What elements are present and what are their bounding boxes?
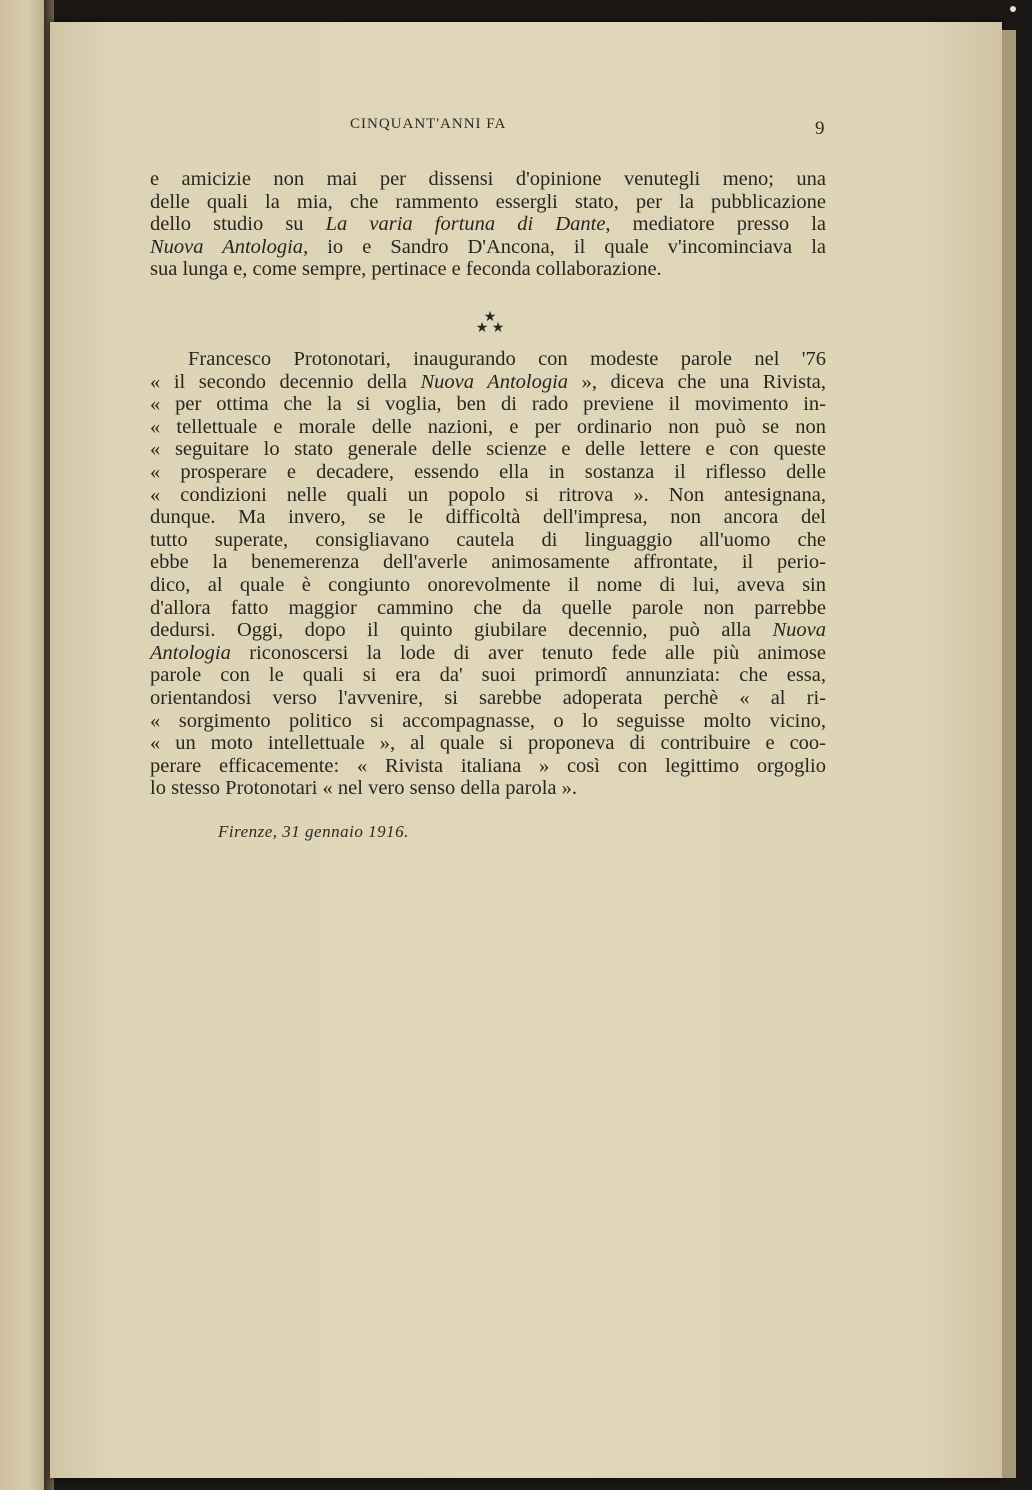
running-head: CINQUANT'ANNI FA xyxy=(350,116,507,132)
text-line: dello studio su La varia fortuna di Dante, mediatore presso la xyxy=(150,213,826,236)
scan-artifact xyxy=(1010,6,1016,12)
asterism-top: ★ xyxy=(483,310,497,325)
text-line: orientandosi verso l'avvenire, si sarebbe adoperata perchè « al ri- xyxy=(150,686,826,709)
text-line: dico, al quale è congiunto onorevolmente il nome di lui, aveva sin xyxy=(150,573,826,596)
text-line: sua lunga e, come sempre, pertinace e feconda collaborazione. xyxy=(150,258,662,281)
text-line: e amicizie non mai per dissensi d'opinione venutegli meno; una xyxy=(150,168,826,190)
dateline-signature: Firenze, 31 gennaio 1916. xyxy=(218,822,409,841)
text-line: « per ottima che la si voglia, ben di rado previene il movimento in- xyxy=(150,393,826,416)
text-line: « il secondo decennio della Nuova Antologia », diceva che una Rivista, xyxy=(150,370,826,393)
text-line: d'allora fatto maggior cammino che da quelle parole non parrebbe xyxy=(150,596,826,619)
text-line: Francesco Protonotari, inaugurando con modeste parole nel '76 xyxy=(188,348,826,370)
text-line: dunque. Ma invero, se le difficoltà dell'impresa, non ancora del xyxy=(150,506,826,529)
text-line: « tellettuale e morale delle nazioni, e per ordinario non può se non xyxy=(150,415,826,438)
text-line: tutto superate, consigliavano cautela di linguaggio all'uomo che xyxy=(150,528,826,551)
page-stack-edge xyxy=(1002,30,1016,1478)
text-line: perare efficacemente: « Rivista italiana » così con legittimo orgoglio xyxy=(150,754,826,777)
text-line: « sorgimento politico si accompagnasse, o lo seguisse molto vicino, xyxy=(150,709,826,732)
text-line: « condizioni nelle quali un popolo si ritrova ». Non antesignana, xyxy=(150,483,826,506)
asterism-bottom: ★ ★ xyxy=(475,321,505,336)
text-line: « prosperare e decadere, essendo ella in sostanza il riflesso delle xyxy=(150,460,826,483)
text-line: parole con le quali si era da' suoi primordî annunziata: che essa, xyxy=(150,664,826,687)
text-line: Antologia riconoscersi la lode di aver tenuto fede alle più animose xyxy=(150,641,826,664)
facing-page-edge xyxy=(0,0,46,1490)
text-line: « un moto intellettuale », al quale si proponeva di contribuire e coo- xyxy=(150,732,826,755)
text-line: « seguitare lo stato generale delle scienze e delle lettere e con queste xyxy=(150,438,826,461)
page-header xyxy=(150,108,850,148)
paragraph-1 xyxy=(150,168,826,281)
paragraph-2 xyxy=(150,348,826,800)
text-line: lo stesso Protonotari « nel vero senso della parola ». xyxy=(150,777,577,800)
asterism-divider xyxy=(470,312,510,334)
text-line: ebbe la benemerenza dell'averle animosamente affrontate, il perio- xyxy=(150,551,826,574)
page-number: 9 xyxy=(815,118,825,139)
text-line: dedursi. Oggi, dopo il quinto giubilare decennio, può alla Nuova xyxy=(150,619,826,642)
text-line: Nuova Antologia, io e Sandro D'Ancona, il quale v'incominciava la xyxy=(150,235,826,258)
text-line: delle quali la mia, che rammento essergli stato, per la pubblicazione xyxy=(150,190,826,213)
